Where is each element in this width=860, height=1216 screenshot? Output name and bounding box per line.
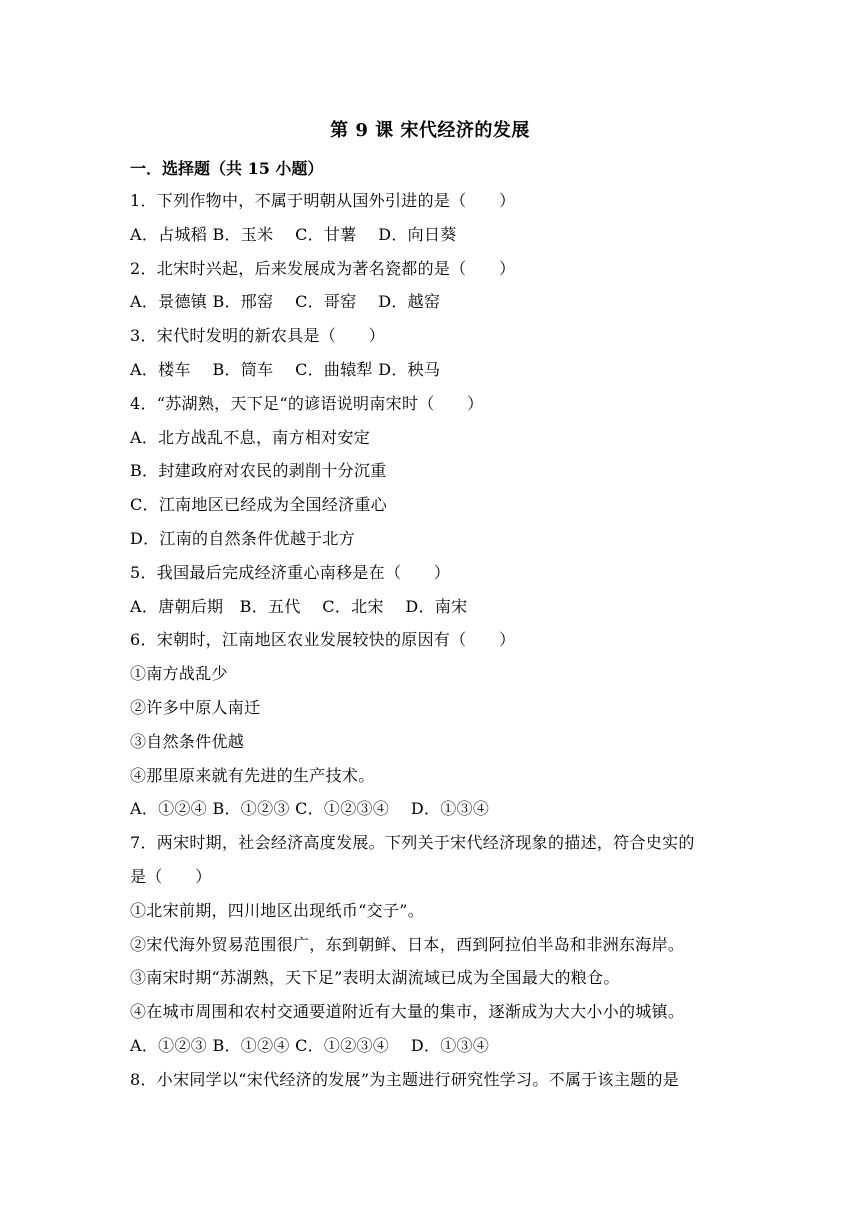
text-line: A．①②④ B．①②③ C．①②③④ D．①③④ (130, 799, 490, 819)
text-line: ④在城市周围和农村交通要道附近有大量的集市，逐渐成为大大小小的城镇。 (130, 1002, 685, 1022)
text-line: A．景德镇 B．邢窑 C．哥窑 D．越窑 (130, 292, 441, 312)
text-line: 5．我国最后完成经济重心南移是在（ ） (130, 562, 451, 582)
page-title: 第 9 课 宋代经济的发展 (330, 120, 530, 141)
text-line: 1．下列作物中，不属于明朝从国外引进的是（ ） (130, 191, 516, 210)
question-list (130, 190, 740, 1103)
text-line: D．江南的自然条件优越于北方 (130, 528, 356, 548)
text-line: 3．宋代时发明的新农具是（ ） (130, 326, 385, 346)
text-line: A．楼车 B．筒车 C．曲辕犁 D．秧马 (130, 359, 441, 379)
text-line: 6．宋朝时，江南地区农业发展较快的原因有（ ） (130, 630, 516, 650)
text-line: ①南方战乱少 (130, 664, 228, 684)
text-line: ②宋代海外贸易范围很广，东到朝鲜、日本，西到阿拉伯半岛和非洲东海岸。 (130, 934, 685, 954)
text-line: 8．小宋同学以“宋代经济的发展”为主题进行研究性学习。不属于该主题的是 (130, 1069, 680, 1089)
text-line: ③自然条件优越 (130, 731, 245, 751)
text-line: A．北方战乱不息，南方相对安定 (130, 427, 371, 447)
text-line: ③南宋时期“苏湖熟，天下足”表明太湖流域已成为全国最大的粮仓。 (130, 968, 620, 988)
text-line: 4．“苏湖熟，天下足“的谚语说明南宋时（ ） (130, 393, 484, 413)
section-heading: 一．选择题（共 15 小题） (130, 159, 324, 178)
text-line: ④那里原来就有先进的生产技术。 (130, 765, 375, 785)
text-line: 2．北宋时兴起，后来发展成为著名瓷都的是（ ） (130, 258, 516, 278)
text-line: ①北宋前期，四川地区出现纸币“交子”。 (130, 900, 425, 920)
text-line: ②许多中原人南迁 (130, 697, 261, 717)
text-line: A．唐朝后期 B．五代 C．北宋 D．南宋 (130, 596, 468, 616)
text-line: B．封建政府对农民的剥削十分沉重 (130, 461, 387, 481)
text-line: 7．两宋时期，社会经济高度发展。下列关于宋代经济现象的描述，符合史实的 (130, 833, 695, 853)
text-line: A．①②③ B．①②④ C．①②③④ D．①③④ (130, 1035, 490, 1055)
text-line: C．江南地区已经成为全国经济重心 (130, 495, 388, 515)
text-line: A．占城稻 B．玉米 C．甘薯 D．向日葵 (130, 224, 457, 244)
text-line: 是（ ） (130, 866, 212, 886)
